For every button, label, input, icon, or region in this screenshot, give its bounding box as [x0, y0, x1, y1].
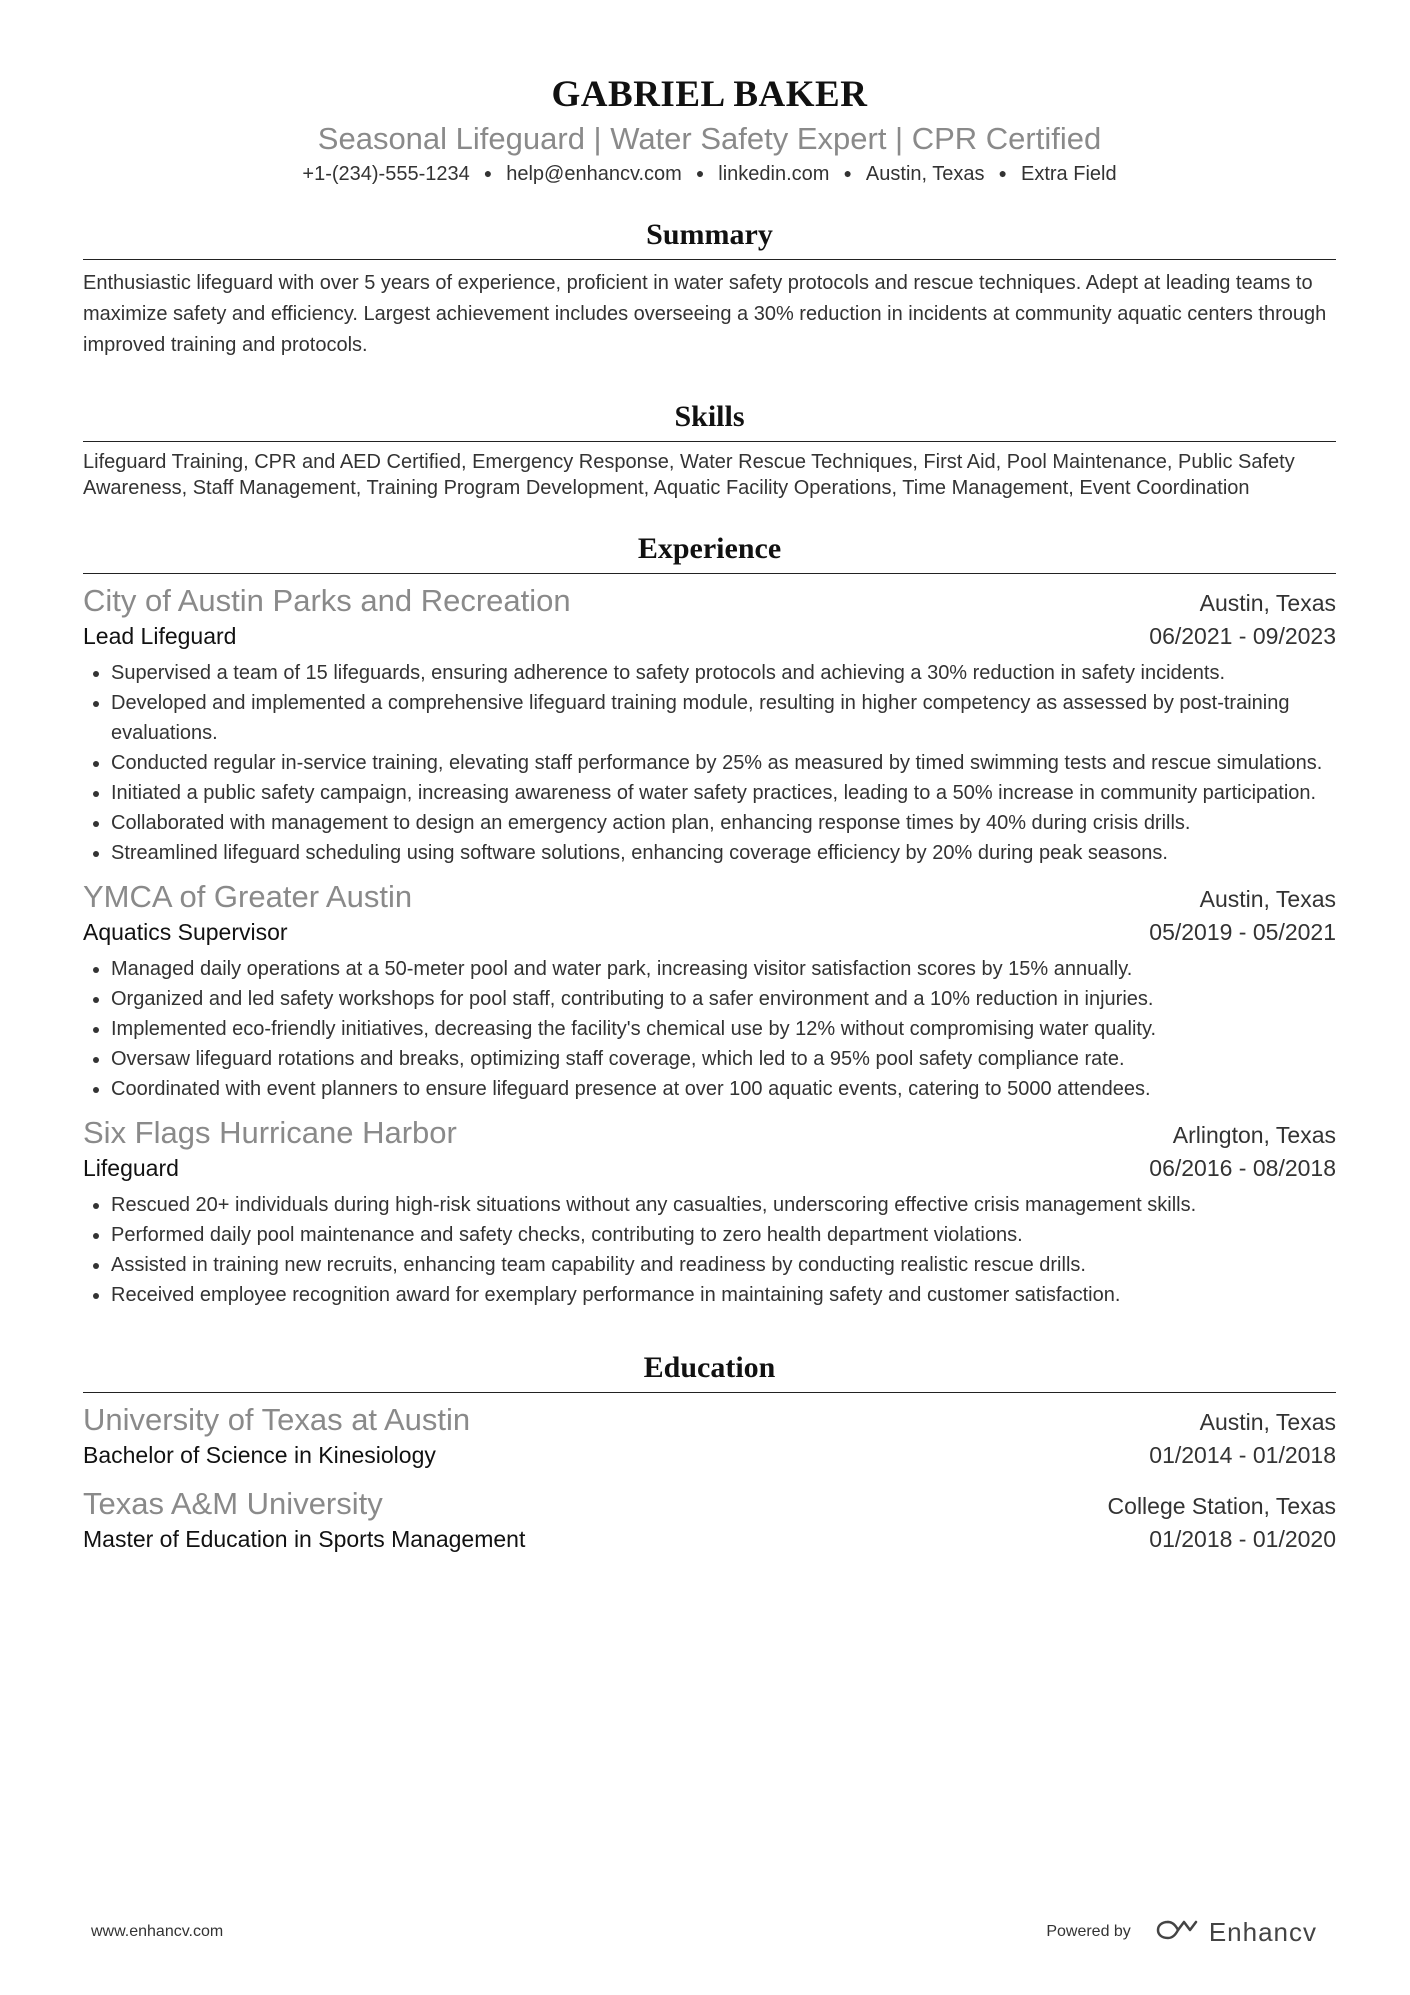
experience-bullet: Conducted regular in-service training, elevating staff performance by 25% as measured by timed swimming tests and rescue simulations. — [111, 748, 1336, 778]
education-section — [83, 1350, 1336, 1555]
experience-role: Aquatics Supervisor — [83, 919, 288, 945]
experience-bullet: Developed and implemented a comprehensive lifeguard training module, resulting in higher competency as assessed by post-training evaluations. — [111, 688, 1336, 748]
contact-extra: Extra Field — [1020, 163, 1117, 185]
summary-section — [83, 217, 1336, 361]
experience-dates: 06/2021 - 09/2023 — [1149, 623, 1336, 649]
experience-bullets — [83, 954, 1336, 1104]
section-heading-education: Education — [83, 1350, 1336, 1393]
experience-organization: YMCA of Greater Austin — [83, 879, 413, 914]
skills-section — [83, 399, 1336, 501]
experience-organization: Six Flags Hurricane Harbor — [83, 1115, 457, 1150]
education-dates: 01/2014 - 01/2018 — [1149, 1442, 1336, 1468]
separator-bullet: ● — [483, 165, 493, 181]
education-school: Texas A&M University — [83, 1486, 383, 1521]
section-heading-skills: Skills — [83, 399, 1336, 442]
education-degree: Bachelor of Science in Kinesiology — [83, 1442, 436, 1468]
experience-bullet: Implemented eco-friendly initiatives, decreasing the facility's chemical use by 12% without compromising water quality. — [111, 1014, 1336, 1044]
experience-location: Arlington, Texas — [1172, 1122, 1336, 1148]
education-school: University of Texas at Austin — [83, 1402, 471, 1437]
contact-location: Austin, Texas — [865, 163, 985, 185]
experience-entry — [83, 1114, 1336, 1310]
footer-branding — [1046, 1917, 1317, 1948]
page-footer — [91, 1917, 1317, 1947]
experience-bullet: Streamlined lifeguard scheduling using software solutions, enhancing coverage efficiency by 20% during peak seasons. — [111, 838, 1336, 868]
enhancv-brand[interactable] — [1155, 1917, 1317, 1948]
experience-bullets — [83, 1190, 1336, 1310]
contact-line — [83, 160, 1336, 187]
enhancv-brand-text: Enhancv — [1208, 1916, 1317, 1947]
separator-bullet: ● — [843, 165, 852, 181]
experience-section — [83, 531, 1336, 1310]
powered-by-label: Powered by — [1046, 1923, 1131, 1940]
section-heading-summary: Summary — [83, 217, 1336, 260]
summary-text: Enthusiastic lifeguard with over 5 years of experience, proficient in water safety protocols and rescue techniques. Adept at leading teams to maximize safety and efficiency. Largest achievement includes overseeing a 30% reduction in incidents at community aquatic centers through improved training and protocols. — [83, 272, 1327, 356]
experience-location: Austin, Texas — [1199, 590, 1336, 616]
experience-role: Lifeguard — [83, 1155, 179, 1181]
experience-role: Lead Lifeguard — [83, 623, 237, 649]
experience-bullet: Initiated a public safety campaign, increasing awareness of water safety practices, leading to a 50% increase in community participation. — [111, 778, 1336, 808]
education-dates: 01/2018 - 01/2020 — [1149, 1526, 1336, 1552]
separator-bullet: ● — [695, 165, 705, 181]
experience-bullet: Supervised a team of 15 lifeguards, ensuring adherence to safety protocols and achieving a 30% reduction in safety incidents. — [111, 658, 1336, 688]
separator-bullet: ● — [998, 165, 1007, 181]
enhancv-logo-icon — [1155, 1918, 1201, 1947]
contact-phone: +1-(234)-555-1234 — [302, 163, 470, 185]
experience-bullets — [83, 658, 1336, 868]
education-degree: Master of Education in Sports Management — [83, 1526, 526, 1552]
experience-bullet: Received employee recognition award for exemplary performance in maintaining safety and customer satisfaction. — [111, 1280, 1336, 1310]
experience-bullet: Coordinated with event planners to ensure lifeguard presence at over 100 aquatic events, catering to 5000 attendees. — [111, 1074, 1336, 1104]
skills-text: Lifeguard Training, CPR and AED Certified, Emergency Response, Water Rescue Techniques, First Aid, Pool Maintenance, Public Safety Awareness, Staff Management, Training Program Development, Aquatic Facility Operations, Time Management, Event Coordination — [83, 451, 1295, 499]
experience-bullet: Oversaw lifeguard rotations and breaks, optimizing staff coverage, which led to a 95% pool safety compliance rate. — [111, 1044, 1336, 1074]
contact-email[interactable]: help@enhancv.com — [506, 163, 682, 185]
experience-bullet: Rescued 20+ individuals during high-risk situations without any casualties, underscoring effective crisis management skills. — [111, 1190, 1336, 1220]
experience-organization: City of Austin Parks and Recreation — [83, 583, 571, 618]
candidate-title: Seasonal Lifeguard | Water Safety Expert | CPR Certified — [317, 121, 1102, 156]
education-location: College Station, Texas — [1107, 1493, 1336, 1519]
experience-dates: 06/2016 - 08/2018 — [1149, 1155, 1336, 1181]
experience-bullet: Organized and led safety workshops for pool staff, contributing to a safer environment and a 10% reduction in injuries. — [111, 984, 1336, 1014]
resume-page — [83, 72, 1336, 1555]
candidate-name: GABRIEL BAKER — [551, 74, 868, 115]
experience-location: Austin, Texas — [1199, 886, 1336, 912]
education-entry — [83, 1401, 1336, 1471]
experience-entry — [83, 582, 1336, 868]
resume-header — [83, 72, 1336, 187]
experience-bullet: Performed daily pool maintenance and safety checks, contributing to zero health department violations. — [111, 1220, 1336, 1250]
experience-bullet: Assisted in training new recruits, enhancing team capability and readiness by conducting realistic rescue drills. — [111, 1250, 1336, 1280]
education-entry — [83, 1485, 1336, 1555]
education-location: Austin, Texas — [1199, 1409, 1336, 1435]
experience-entry — [83, 878, 1336, 1104]
experience-bullet: Managed daily operations at a 50-meter pool and water park, increasing visitor satisfaction scores by 15% annually. — [111, 954, 1336, 984]
experience-dates: 05/2019 - 05/2021 — [1149, 919, 1336, 945]
section-heading-experience: Experience — [83, 531, 1336, 574]
contact-linkedin[interactable]: linkedin.com — [718, 163, 830, 185]
footer-website-link[interactable]: www.enhancv.com — [91, 1923, 224, 1940]
experience-bullet: Collaborated with management to design an emergency action plan, enhancing response times by 40% during crisis drills. — [111, 808, 1336, 838]
